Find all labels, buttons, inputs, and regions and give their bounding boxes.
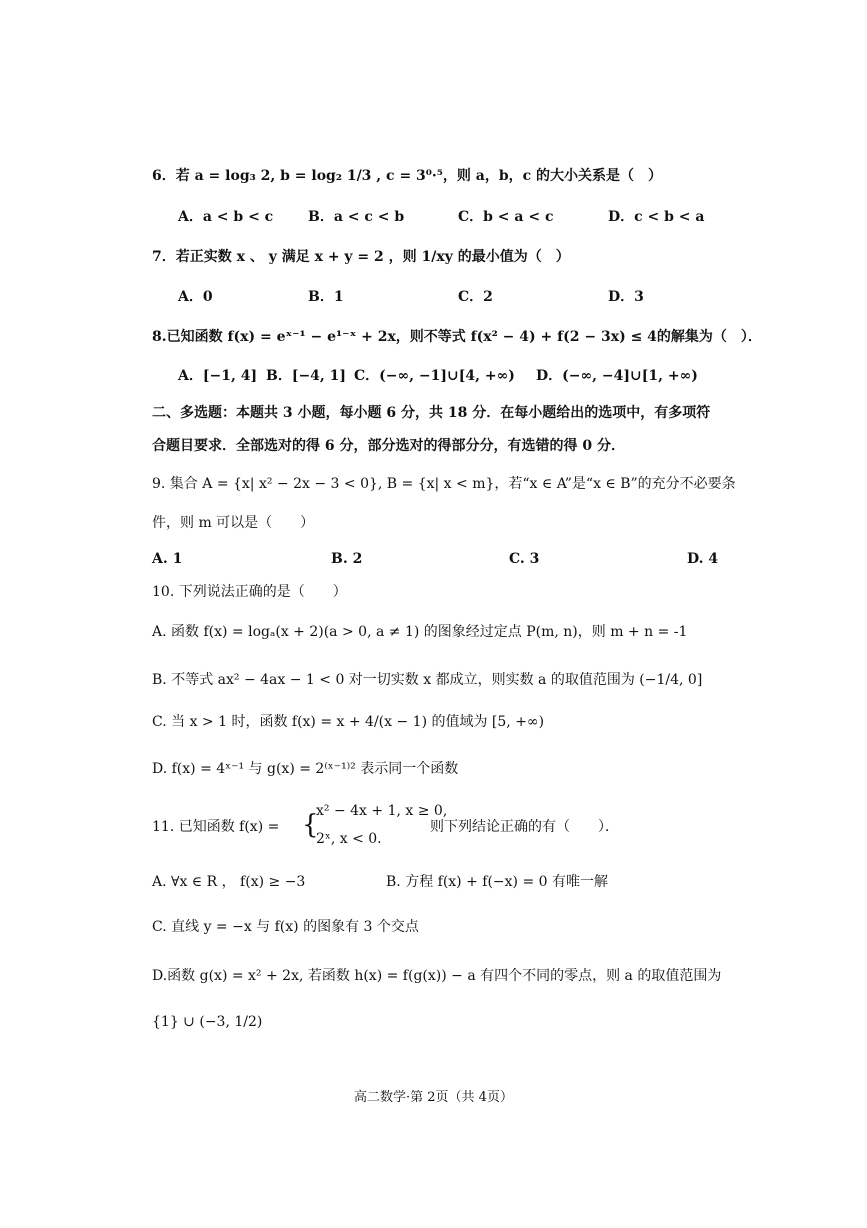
- q9-option-b: B. 2: [331, 551, 363, 567]
- q11-option-d-line1: D.函数 g(x) = x² + 2x, 若函数 h(x) = f(g(x)) − a 有四个不同的零点，则 a 的取值范围为: [152, 968, 722, 984]
- q10-option-c: C. 当 x > 1 时，函数 f(x) = x + 4/(x − 1) 的值域为 [5, +∞): [152, 714, 545, 730]
- q11-option-b: B. 方程 f(x) + f(−x) = 0 有唯一解: [386, 874, 608, 890]
- q6-option-c: C．b < a < c: [458, 209, 554, 225]
- q11-option-c: C. 直线 y = −x 与 f(x) 的图象有 3 个交点: [152, 919, 419, 935]
- q10-option-b: B. 不等式 ax² − 4ax − 1 < 0 对一切实数 x 都成立，则实数 a 的取值范围为 (−1/4, 0]: [152, 672, 703, 688]
- q9-option-a: A. 1: [152, 551, 183, 567]
- q8-option-d: D．(−∞, −4]∪[1, +∞): [536, 368, 698, 384]
- q7-option-d: D．3: [608, 289, 644, 305]
- q11-option-a: A. ∀x ∈ R ， f(x) ≥ −3: [152, 874, 306, 890]
- q9-option-d: D. 4: [687, 551, 719, 567]
- q8-option-c: C．(−∞, −1]∪[4, +∞): [354, 368, 515, 384]
- piecewise-brace: {: [302, 810, 319, 840]
- q7-option-a: A．0: [178, 289, 213, 305]
- q7-stem: 7．若正实数 x 、 y 满足 x + y = 2 ，则 1/xy 的最小值为（ ）: [152, 249, 570, 265]
- q11-piece-2: 2ˣ, x < 0.: [316, 831, 382, 847]
- q6-option-d: D．c < b < a: [608, 209, 705, 225]
- q8-option-a: A．[−1, 4]: [178, 368, 258, 384]
- q7-option-c: C．2: [458, 289, 493, 305]
- q6-option-a: A．a < b < c: [178, 209, 274, 225]
- q11-stem-suffix: 则下列结论正确的有（ ）．: [430, 819, 619, 835]
- q11-option-d-line2: {1} ∪ (−3, 1/2): [152, 1014, 263, 1030]
- q9-option-c: C. 3: [509, 551, 540, 567]
- q10-option-a: A. 函数 f(x) = logₐ(x + 2)(a > 0, a ≠ 1) 的图象经过定点 P(m, n)，则 m + n = -1: [152, 624, 688, 640]
- q9-stem-line2: 件，则 m 可以是（ ）: [152, 515, 315, 531]
- q10-option-d: D. f(x) = 4ˣ⁻¹ 与 g(x) = 2⁽ˣ⁻¹⁾² 表示同一个函数: [152, 761, 459, 777]
- q10-stem: 10. 下列说法正确的是（ ）: [152, 584, 347, 600]
- q6-stem: 6．若 a = log₃ 2, b = log₂ 1/3 , c = 3⁰·⁵，则 a，b，c 的大小关系是（ ）: [152, 168, 663, 184]
- section-2-heading-line1: 二、多选题：本题共 3 小题，每小题 6 分，共 18 分．在每小题给出的选项中，有多项符: [152, 405, 711, 421]
- q9-stem-line1: 9. 集合 A = {x| x² − 2x − 3 < 0}, B = {x| x < m}，若“x ∈ A”是“x ∈ B”的充分不必要条: [152, 476, 736, 492]
- q11-stem-prefix: 11. 已知函数 f(x) =: [152, 819, 280, 835]
- q6-option-b: B．a < c < b: [308, 209, 405, 225]
- q7-option-b: B．1: [308, 289, 344, 305]
- section-2-heading-line2: 合题目要求．全部选对的得 6 分，部分选对的得部分分，有选错的得 0 分．: [152, 438, 625, 454]
- page-footer: 高二数学·第 2页（共 4页）: [354, 1090, 513, 1105]
- q8-stem: 8.已知函数 f(x) = eˣ⁻¹ − e¹⁻ˣ + 2x，则不等式 f(x² − 4) + f(2 − 3x) ≤ 4的解集为（ ）．: [152, 329, 762, 345]
- q8-option-b: B．[−4, 1]: [266, 368, 347, 384]
- q11-piece-1: x² − 4x + 1, x ≥ 0,: [316, 803, 448, 819]
